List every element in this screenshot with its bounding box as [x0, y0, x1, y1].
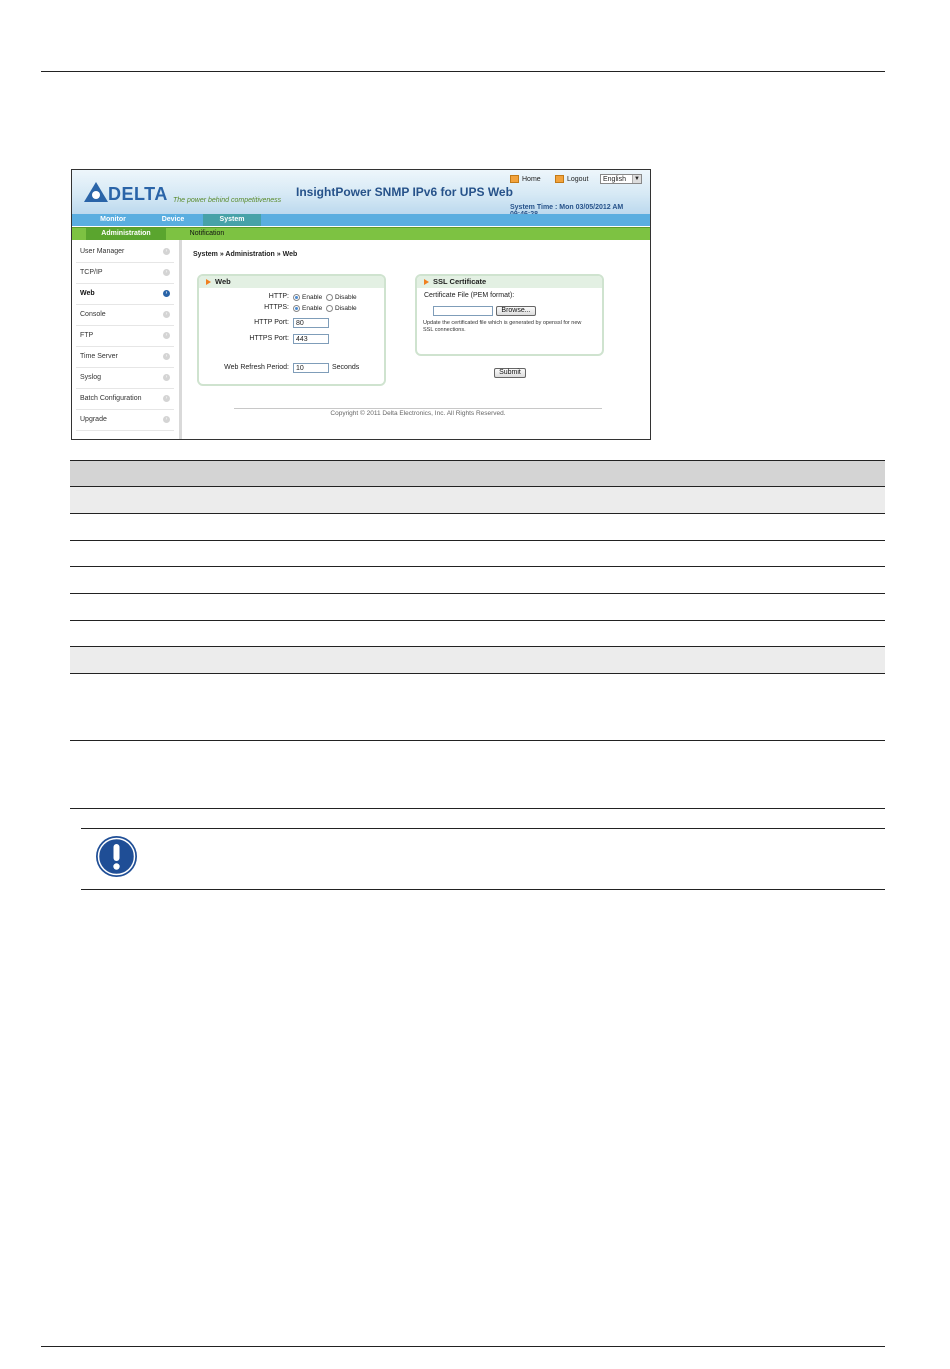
language-select[interactable]: [600, 174, 642, 184]
breadcrumb: System » Administration » Web: [193, 251, 298, 258]
sidebar-item-tcpip[interactable]: [76, 263, 174, 284]
sidebar-item-user-manager[interactable]: [76, 242, 174, 263]
https-label: HTTPS:: [264, 304, 289, 311]
chevron-right-icon: ›: [163, 311, 170, 318]
certificate-file-input[interactable]: [433, 306, 493, 316]
sidebar-item-label: Batch Configuration: [80, 395, 142, 402]
ssl-panel-header: [417, 276, 602, 288]
table-section-row: [70, 647, 885, 674]
chevron-right-icon: ›: [163, 353, 170, 360]
sidebar-item-batch-configuration[interactable]: [76, 389, 174, 410]
sidebar-item-label: Console: [80, 311, 106, 318]
https-port-label: HTTPS Port:: [249, 335, 289, 342]
sidebar-item-label: User Manager: [80, 248, 125, 255]
refresh-period-input[interactable]: 10: [293, 363, 329, 373]
tab-administration[interactable]: Administration: [86, 228, 166, 240]
browse-button[interactable]: Browse...: [496, 306, 536, 316]
https-disable-label: Disable: [335, 305, 357, 312]
web-panel-header: [199, 276, 384, 288]
sidebar-item-label: FTP: [80, 332, 94, 339]
table-row: [70, 567, 885, 594]
radio-empty-icon: [326, 305, 333, 312]
exclamation-icon: [95, 835, 138, 878]
radio-selected-icon: [293, 305, 300, 312]
footer-divider: [234, 408, 602, 409]
page-top-rule: [41, 71, 885, 72]
logout-link-label: Logout: [567, 175, 589, 183]
table-row: [70, 541, 885, 567]
table-row: [70, 621, 885, 647]
ssl-panel: [415, 274, 604, 356]
chevron-right-icon: ›: [163, 395, 170, 402]
chevron-right-icon: ›: [163, 416, 170, 423]
copyright: Copyright © 2011 Delta Electronics, Inc. All Rights Reserved.: [330, 410, 506, 417]
sidebar-item-label: Syslog: [80, 374, 102, 381]
sidebar-item-console[interactable]: [76, 305, 174, 326]
https-port-input[interactable]: 443: [293, 334, 329, 344]
table-header-row: [70, 460, 885, 487]
triangle-right-icon: [206, 279, 211, 285]
table-row: [70, 594, 885, 621]
triangle-right-icon: [424, 279, 429, 285]
sidebar-item-label: TCP/IP: [80, 269, 103, 276]
chevron-right-icon: ›: [163, 374, 170, 381]
sidebar: [72, 240, 182, 440]
sidebar-item-syslog[interactable]: [76, 368, 174, 389]
table-section-row: [70, 487, 885, 514]
chevron-right-icon: ›: [163, 269, 170, 276]
http-enable-radio[interactable]: [293, 294, 322, 301]
brand-name: DELTA: [108, 184, 168, 204]
tab-device[interactable]: Device: [161, 216, 185, 223]
submit-button[interactable]: Submit: [494, 368, 526, 378]
http-disable-label: Disable: [335, 294, 357, 301]
chevron-right-icon: ›: [163, 332, 170, 339]
sidebar-item-upgrade[interactable]: [76, 410, 174, 431]
chevron-right-icon: ›: [163, 290, 170, 297]
http-disable-radio[interactable]: [326, 294, 357, 301]
page-bottom-rule: [41, 1346, 885, 1347]
app-title: InsightPower SNMP IPv6 for UPS Web: [296, 185, 513, 199]
note-top-rule: [81, 828, 885, 829]
http-port-label: HTTP Port:: [254, 319, 289, 326]
ssl-panel-title: SSL Certificate: [433, 277, 487, 286]
https-enable-radio[interactable]: [293, 305, 322, 312]
web-panel: [197, 274, 386, 386]
brand-tagline: The power behind competitiveness: [173, 197, 282, 204]
radio-selected-icon: [293, 294, 300, 301]
header-banner: [72, 170, 650, 214]
sidebar-item-ftp[interactable]: [76, 326, 174, 347]
sub-nav: [72, 227, 650, 240]
logout-link[interactable]: [555, 175, 588, 183]
ssl-note: Update the certificated file which is generated by openssl for new SSL connections.: [423, 320, 582, 333]
https-enable-label: Enable: [302, 305, 323, 312]
http-enable-label: Enable: [302, 294, 323, 301]
radio-empty-icon: [326, 294, 333, 301]
home-link[interactable]: [510, 175, 541, 183]
home-link-label: Home: [522, 175, 541, 183]
language-value: English: [603, 176, 626, 183]
tab-monitor[interactable]: Monitor: [100, 216, 126, 223]
https-disable-radio[interactable]: [326, 305, 357, 312]
home-icon: [510, 175, 519, 183]
sidebar-item-label: Upgrade: [80, 416, 107, 423]
main-nav: [72, 214, 650, 226]
sidebar-item-label: Web: [80, 290, 95, 297]
table-row: [70, 674, 885, 741]
chevron-down-icon: ▼: [632, 175, 641, 183]
note-bottom-rule: [81, 889, 885, 890]
system-time: System Time : Mon 03/05/2012 AM: [510, 204, 624, 211]
certificate-file-label: Certificate File (PEM format):: [424, 292, 515, 299]
table-row: [70, 741, 885, 809]
http-label: HTTP:: [268, 293, 289, 300]
sidebar-item-time-server[interactable]: [76, 347, 174, 368]
tab-system[interactable]: System: [203, 214, 261, 226]
web-panel-title: Web: [215, 277, 231, 286]
tab-notification[interactable]: Notification: [189, 230, 225, 237]
chevron-right-icon: ›: [163, 248, 170, 255]
web-ui-screenshot: [71, 169, 651, 440]
refresh-period-label: Web Refresh Period:: [224, 364, 289, 371]
table-row: [70, 514, 885, 541]
sidebar-item-web[interactable]: [76, 284, 174, 305]
http-port-input[interactable]: 80: [293, 318, 329, 328]
logout-icon: [555, 175, 564, 183]
refresh-unit: Seconds: [332, 364, 360, 371]
sidebar-item-label: Time Server: [80, 353, 118, 360]
